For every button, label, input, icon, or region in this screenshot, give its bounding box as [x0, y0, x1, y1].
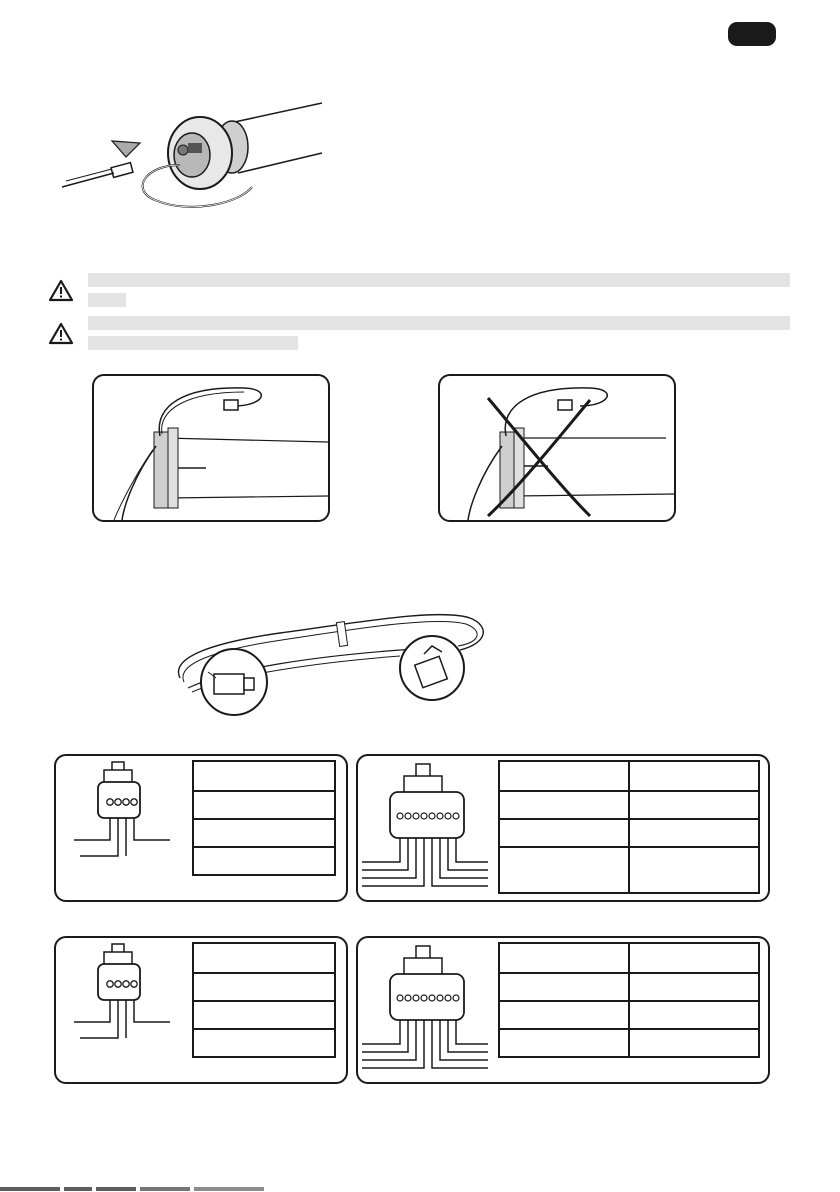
table-cell — [630, 790, 758, 818]
pinout-panel-8pin-2 — [356, 936, 770, 1084]
table-cell — [500, 762, 628, 790]
table-cell — [194, 944, 334, 972]
correct-routing-illustration — [92, 374, 330, 522]
pinout-table-1 — [192, 760, 336, 876]
table-cell — [630, 972, 758, 1000]
table-cell — [500, 846, 628, 892]
warning-triangle-icon — [48, 322, 74, 346]
table-cell — [630, 944, 758, 972]
table-cell — [194, 972, 334, 1000]
table-cell — [194, 1000, 334, 1028]
warning-triangle-icon — [48, 279, 74, 303]
warning-1-bar — [88, 273, 790, 287]
language-badge — [728, 22, 776, 46]
table-cell — [194, 818, 334, 846]
table-cell — [194, 790, 334, 818]
table-cell — [500, 790, 628, 818]
footer-print-marks — [0, 1186, 270, 1192]
warning-1-bar-continuation — [88, 293, 126, 307]
rj-8pin-connector-icon — [360, 762, 492, 898]
table-cell — [630, 1028, 758, 1056]
table-cell — [630, 818, 758, 846]
table-cell — [630, 762, 758, 790]
pinout-table-3 — [192, 942, 336, 1058]
pinout-panel-8pin-1 — [356, 754, 770, 902]
pinout-panel-4pin-2 — [54, 936, 348, 1084]
warning-2-bar-continuation — [88, 336, 298, 350]
pinout-table-4 — [498, 942, 760, 1058]
table-cell — [630, 1000, 758, 1028]
table-cell — [500, 1028, 628, 1056]
table-cell — [500, 1000, 628, 1028]
table-cell — [194, 846, 334, 874]
pinout-panel-4pin-1 — [54, 754, 348, 902]
table-cell — [500, 944, 628, 972]
pinout-table-2 — [498, 760, 760, 894]
rj-8pin-connector-icon — [360, 944, 492, 1080]
table-cell — [500, 818, 628, 846]
table-cell — [194, 1028, 334, 1056]
table-cell — [500, 972, 628, 1000]
rj-4pin-connector-icon — [70, 942, 180, 1040]
motor-connection-illustration — [60, 95, 340, 220]
cable-illustration — [170, 598, 500, 740]
table-cell — [194, 762, 334, 790]
incorrect-routing-illustration — [438, 374, 676, 522]
warning-2-bar — [88, 316, 790, 330]
table-cell — [630, 846, 758, 892]
rj-4pin-connector-icon — [70, 760, 180, 858]
